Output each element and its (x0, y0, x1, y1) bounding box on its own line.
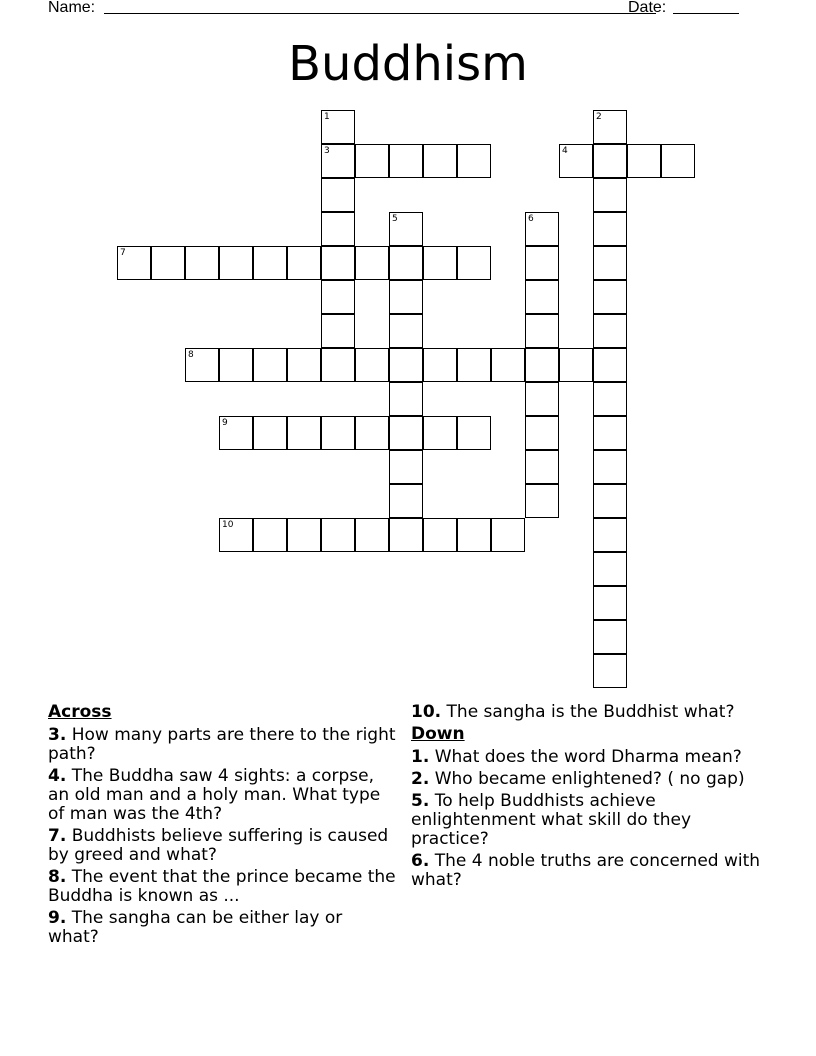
crossword-cell[interactable] (389, 348, 423, 382)
crossword-cell[interactable] (321, 110, 355, 144)
crossword-cell[interactable] (593, 620, 627, 654)
cell-number: 3 (324, 146, 330, 156)
crossword-cell[interactable] (423, 348, 457, 382)
crossword-cell[interactable] (593, 450, 627, 484)
across-heading: Across (48, 702, 112, 722)
clue-across-10 (411, 703, 761, 722)
crossword-cell[interactable] (423, 246, 457, 280)
crossword-cell[interactable] (525, 314, 559, 348)
crossword-cell[interactable] (559, 144, 593, 178)
crossword-cell[interactable] (525, 246, 559, 280)
crossword-cell[interactable] (389, 484, 423, 518)
crossword-cell[interactable] (457, 144, 491, 178)
crossword-cell[interactable] (253, 416, 287, 450)
crossword-cell[interactable] (355, 416, 389, 450)
crossword-cell[interactable] (287, 416, 321, 450)
clue-number: 2. (411, 769, 430, 789)
crossword-cell[interactable] (593, 654, 627, 688)
crossword-cell[interactable] (253, 518, 287, 552)
crossword-cell[interactable] (287, 518, 321, 552)
crossword-cell[interactable] (593, 518, 627, 552)
cell-number: 2 (596, 112, 602, 122)
crossword-cell[interactable] (321, 518, 355, 552)
clue-number: 9. (48, 908, 67, 928)
crossword-cell[interactable] (185, 348, 219, 382)
crossword-cell[interactable] (593, 382, 627, 416)
crossword-cell[interactable] (389, 144, 423, 178)
crossword-cell[interactable] (321, 314, 355, 348)
crossword-cell[interactable] (593, 314, 627, 348)
crossword-cell[interactable] (321, 416, 355, 450)
clue-number: 5. (411, 791, 430, 811)
crossword-cell[interactable] (593, 552, 627, 586)
crossword-cell[interactable] (525, 450, 559, 484)
crossword-cell[interactable] (219, 518, 253, 552)
cell-number: 8 (188, 350, 194, 360)
crossword-cell[interactable] (287, 246, 321, 280)
crossword-cell[interactable] (321, 212, 355, 246)
crossword-cell[interactable] (457, 416, 491, 450)
crossword-cell[interactable] (593, 280, 627, 314)
clue-across-4 (48, 767, 398, 824)
clue-text: The Buddha saw 4 sights: a corpse, an old man and a holy man. What type of man was the 4th? (48, 766, 381, 824)
crossword-cell[interactable] (423, 416, 457, 450)
crossword-cell[interactable] (525, 416, 559, 450)
down-clues (411, 703, 761, 893)
crossword-cell[interactable] (627, 144, 661, 178)
clue-number: 4. (48, 766, 67, 786)
crossword-cell[interactable] (423, 144, 457, 178)
crossword-cell[interactable] (355, 348, 389, 382)
clue-across-7 (48, 827, 398, 865)
crossword-cell[interactable] (321, 144, 355, 178)
clue-across-3 (48, 726, 398, 764)
clue-down-5 (411, 792, 761, 849)
crossword-cell[interactable] (593, 212, 627, 246)
crossword-cell[interactable] (389, 382, 423, 416)
crossword-cell[interactable] (491, 518, 525, 552)
crossword-cell[interactable] (593, 246, 627, 280)
crossword-cell[interactable] (525, 212, 559, 246)
crossword-cell[interactable] (389, 314, 423, 348)
cell-number: 6 (528, 214, 534, 224)
crossword-cell[interactable] (287, 348, 321, 382)
clue-text: The sangha is the Buddhist what? (441, 702, 735, 722)
clue-across-9 (48, 909, 398, 947)
crossword-cell[interactable] (423, 518, 457, 552)
crossword-cell[interactable] (389, 416, 423, 450)
down-heading: Down (411, 724, 465, 744)
crossword-cell[interactable] (593, 348, 627, 382)
cell-number: 4 (562, 146, 568, 156)
clue-text: Buddhists believe suffering is caused by greed and what? (48, 826, 389, 865)
clue-text: The sangha can be either lay or what? (48, 908, 343, 947)
crossword-cell[interactable] (457, 348, 491, 382)
crossword-cell[interactable] (525, 280, 559, 314)
across-clues (48, 703, 398, 950)
clue-number: 3. (48, 725, 67, 745)
clue-text: The 4 noble truths are concerned with what? (411, 851, 761, 890)
crossword-cell[interactable] (321, 280, 355, 314)
cell-number: 9 (222, 418, 228, 428)
clue-number: 1. (411, 747, 430, 767)
name-label: Name: (48, 0, 96, 16)
clue-number: 7. (48, 826, 67, 846)
crossword-cell[interactable] (593, 484, 627, 518)
crossword-cell[interactable] (389, 450, 423, 484)
crossword-cell[interactable] (559, 348, 593, 382)
clue-across-8 (48, 868, 398, 906)
crossword-cell[interactable] (593, 416, 627, 450)
crossword-cell[interactable] (151, 246, 185, 280)
clue-number: 8. (48, 867, 67, 887)
clue-text: How many parts are there to the right path? (48, 725, 396, 764)
crossword-cell[interactable] (355, 144, 389, 178)
crossword-cell[interactable] (185, 246, 219, 280)
crossword-cell[interactable] (355, 518, 389, 552)
clue-number: 10. (411, 702, 442, 722)
page-title: Buddhism (288, 36, 528, 92)
date-label: Date: (628, 0, 667, 16)
crossword-cell[interactable] (525, 382, 559, 416)
crossword-cell[interactable] (389, 280, 423, 314)
cell-number: 5 (392, 214, 398, 224)
crossword-cell[interactable] (661, 144, 695, 178)
crossword-cell[interactable] (219, 246, 253, 280)
clue-text: The event that the prince became the Buddha is known as ... (48, 867, 396, 906)
crossword-cell[interactable] (253, 348, 287, 382)
cell-number: 1 (324, 112, 330, 122)
clue-text: What does the word Dharma mean? (429, 747, 742, 767)
crossword-cell[interactable] (593, 586, 627, 620)
crossword-cell[interactable] (321, 246, 355, 280)
clue-text: To help Buddhists achieve enlightenment what skill do they practice? (411, 791, 692, 849)
crossword-cell[interactable] (593, 110, 627, 144)
clue-number: 6. (411, 851, 430, 871)
crossword-cell[interactable] (355, 246, 389, 280)
cell-number: 10 (222, 520, 234, 530)
clue-text: Who became enlightened? ( no gap) (429, 769, 745, 789)
crossword-cell[interactable] (491, 348, 525, 382)
crossword-cell[interactable] (389, 518, 423, 552)
crossword-cell[interactable] (321, 178, 355, 212)
crossword-cell[interactable] (389, 246, 423, 280)
clue-down-2 (411, 770, 761, 789)
crossword-cell[interactable] (253, 246, 287, 280)
cell-number: 7 (120, 248, 126, 258)
crossword-cell[interactable] (593, 178, 627, 212)
crossword-cell[interactable] (219, 348, 253, 382)
clue-down-1 (411, 748, 761, 767)
crossword-cell[interactable] (219, 416, 253, 450)
crossword-cell[interactable] (117, 246, 151, 280)
crossword-cell[interactable] (457, 518, 491, 552)
clue-down-6 (411, 852, 761, 890)
crossword-cell[interactable] (389, 212, 423, 246)
crossword-cell[interactable] (593, 144, 627, 178)
crossword-cell[interactable] (525, 484, 559, 518)
crossword-cell[interactable] (525, 348, 559, 382)
crossword-cell[interactable] (321, 348, 355, 382)
crossword-cell[interactable] (457, 246, 491, 280)
